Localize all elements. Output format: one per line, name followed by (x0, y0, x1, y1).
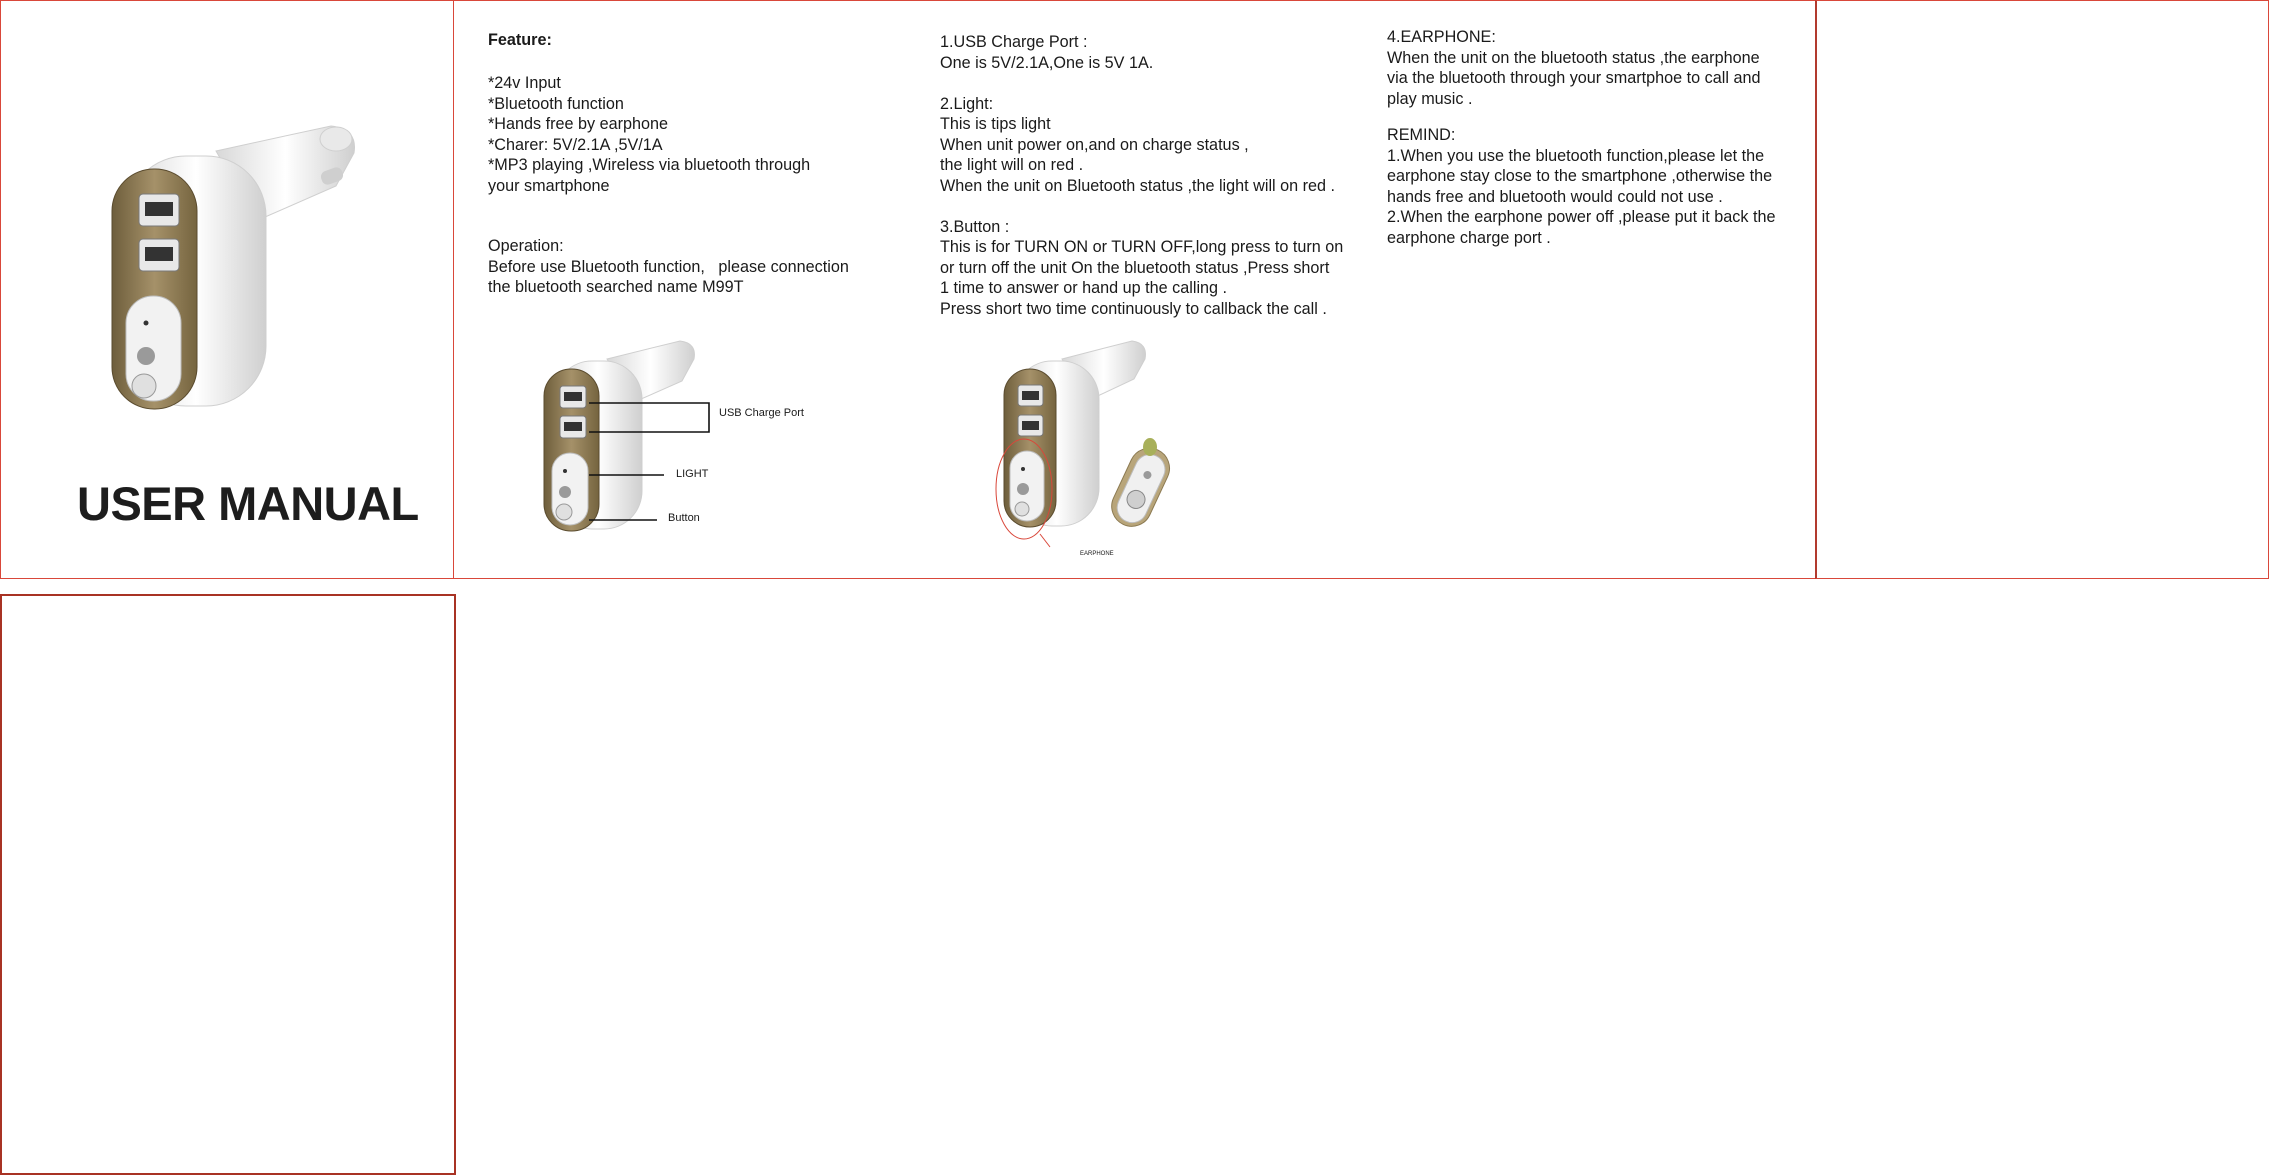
parts-line: This is for TURN ON or TURN OFF,long press to turn on (940, 238, 1344, 256)
parts-line: 1.USB Charge Port : (940, 33, 1088, 51)
earphone-remind-panel (1361, 0, 1816, 579)
manual-title: USER MANUAL (77, 477, 419, 530)
earphone-line: 4.EARPHONE: (1387, 28, 1496, 46)
remind-line: 2.When the earphone power off ,please put it back the (1387, 208, 1776, 226)
feature-item: *MP3 playing ,Wireless via bluetooth through (488, 156, 811, 174)
feature-item: your smartphone (488, 176, 610, 195)
parts-description-panel (907, 0, 1362, 579)
feature-item: *Bluetooth function (488, 94, 624, 113)
blank-panel (1815, 0, 2269, 579)
operation-text: Before use Bluetooth function, please connection (488, 257, 849, 276)
earphone-line: play music . (1387, 89, 1473, 108)
remind-line: hands free and bluetooth would could not use . (1387, 187, 1723, 206)
features-panel (454, 0, 908, 579)
parts-line: When unit power on,and on charge status , (940, 135, 1249, 154)
usb-port-callout: USB Charge Port (719, 407, 804, 419)
earphone-line: via the bluetooth through your smartphoe to call and (1387, 69, 1761, 87)
car-charger-image (96, 111, 396, 441)
remind-line: earphone charge port . (1387, 228, 1551, 247)
manual-cover-panel (0, 0, 454, 579)
parts-line: 3.Button : (940, 217, 1010, 236)
parts-line: 2.Light: (940, 94, 994, 113)
feature-item: *24v Input (488, 74, 561, 92)
remind-line: REMIND: (1387, 126, 1456, 144)
parts-line: One is 5V/2.1A,One is 5V 1A. (940, 53, 1154, 72)
feature-item: *Hands free by earphone (488, 115, 668, 133)
feature-heading: Feature: (488, 31, 552, 49)
parts-line: or turn off the unit On the bluetooth status ,Press short (940, 258, 1330, 277)
parts-line: Press short two time continuously to callback the call . (940, 299, 1327, 318)
parts-line: the light will on red . (940, 156, 1084, 174)
operation-text: the bluetooth searched name M99T (488, 278, 744, 296)
parts-line: This is tips light (940, 115, 1051, 133)
earphone-line: When the unit on the bluetooth status ,the earphone (1387, 48, 1760, 67)
parts-line: When the unit on Bluetooth status ,the light will on red . (940, 176, 1336, 195)
parts-line: 1 time to answer or hand up the calling . (940, 279, 1228, 297)
remind-line: 1.When you use the bluetooth function,please let the (1387, 146, 1765, 165)
blank-back-panel (0, 594, 456, 1175)
feature-item: *Charer: 5V/2.1A ,5V/1A (488, 135, 663, 154)
earphone-callout: EARPHONE (1080, 551, 1114, 557)
button-callout: Button (668, 512, 700, 524)
operation-heading: Operation: (488, 237, 564, 255)
earphone-diagram-image (992, 329, 1202, 559)
remind-line: earphone stay close to the smartphone ,otherwise the (1387, 167, 1773, 185)
light-callout: LIGHT (676, 468, 709, 480)
